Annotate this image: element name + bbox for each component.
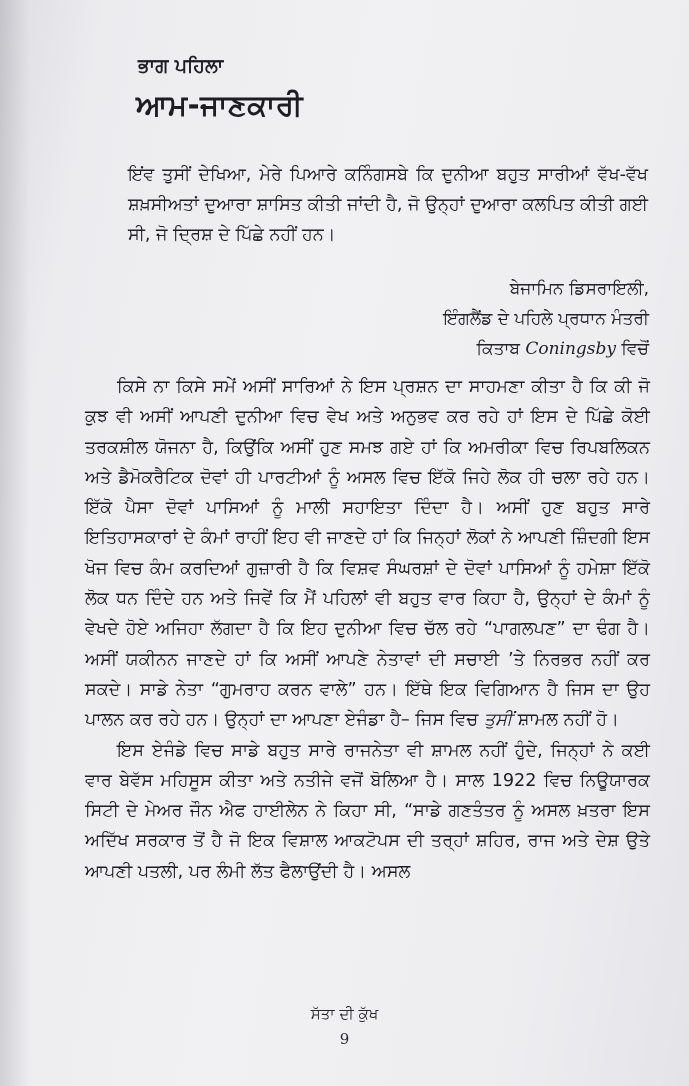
epigraph-author: ਬੇਜਾਮਿਨ ਡਿਸਰਾਇਲੀ,: [509, 279, 649, 299]
paragraph-1: [85, 372, 650, 736]
chapter-title: ਆਮ-ਜਾਣਕਾਰੀ: [136, 88, 304, 122]
epigraph-quote: ਇਂਵ ਤੁਸੀਂ ਦੇਖਿਆ, ਮੇਰੇ ਪਿਆਰੇ ਕਨਿੰਗਸਬੇ ਕਿ ਦੁਨੀਆ ਬਹੁਤ ਸਾਰੀਆਂ ਵੱਖ-ਵੱਖ ਸ਼ਖ਼ਸੀਅਤਾਂ ਦੁਆਰਾ ਸ਼ਾਸਿਤ ਕੀਤੀ ਜਾਂਦੀ ਹੈ, ਜੋ ਉਨ੍ਹਾਂ ਦੁਆਰਾ ਕਲਪਿਤ ਕੀਤੀ ਗਈ ਸੀ, ਜੋ ਦ੍ਰਿਸ਼ ਦੇ ਪਿੱਛੇ ਨਹੀਂ ਹਨ।: [128, 165, 648, 245]
running-footer-title: ਸੱਤਾ ਦੀ ਕੁੱਖ: [310, 1005, 379, 1023]
page-number: 9: [339, 1030, 350, 1048]
part-label: ਭਾਗ ਪਹਿਲਾ: [138, 55, 224, 77]
epigraph-source-prefix: ਕਿਤਾਬ: [476, 339, 520, 359]
paragraph-1-end: ਸ਼ਾਮਲ ਨਹੀਂ ਹੋ।: [512, 710, 619, 731]
paragraph-1-text: ਕਿਸੇ ਨਾ ਕਿਸੇ ਸਮੇਂ ਅਸੀਂ ਸਾਰਿਆਂ ਨੇ ਇਸ ਪ੍ਰਸ਼ਨ ਦਾ ਸਾਹਮਣਾ ਕੀਤਾ ਹੈ ਕਿ ਕੀ ਜੋ ਕੁਝ ਵੀ ਅਸੀਂ ਆਪਣੀ ਦੁਨੀਆ ਵਿਚ ਵੇਖ ਅਤੇ ਅਨੁਭਵ ਕਰ ਰਹੇ ਹਾਂ ਇਸ ਦੇ ਪਿੱਛੇ ਕੋਈ ਤਰਕਸ਼ੀਲ ਯੋਜਨਾ ਹੈ, ਕਿਉਂਕਿ ਅਸੀਂ ਹੁਣ ਸਮਝ ਗਏ ਹਾਂ ਕਿ ਅਮਰੀਕਾ ਵਿਚ ਰਿਪਬਲਿਕਨ ਅਤੇ ਡੈਮੋਕਰੈਟਿਕ ਦੋਵਾਂ ਹੀ ਪਾਰਟੀਆਂ ਨੂੰ ਅਸਲ ਵਿਚ ਇੱਕੋ ਜਿਹੇ ਲੋਕ ਹੀ ਚਲਾ ਰਹੇ ਹਨ। ਇੱਕੋ ਪੈਸਾ ਦੋਵਾਂ ਪਾਸਿਆਂ ਨੂੰ ਮਾਲੀ ਸਹਾਇਤਾ ਦਿੰਦਾ ਹੈ। ਅਸੀਂ ਹੁਣ ਬਹੁਤ ਸਾਰੇ ਇਤਿਹਾਸਕਾਰਾਂ ਦੇ ਕੰਮਾਂ ਰਾਹੀਂ ਇਹ ਵੀ ਜਾਣਦੇ ਹਾਂ ਕਿ ਜਿਨ੍ਹਾਂ ਲੋਕਾਂ ਨੇ ਆਪਣੀ ਜ਼ਿੰਦਗੀ ਇਸ ਖੋਜ ਵਿਚ ਕੰਮ ਕਰਦਿਆਂ ਗੁਜ਼ਾਰੀ ਹੈ ਕਿ ਵਿਸ਼ਵ ਸੰਘਰਸ਼ਾਂ ਦੇ ਦੋਵਾਂ ਪਾਸਿਆਂ ਨੂੰ ਹਮੇਸ਼ਾ ਇੱਕੋ ਲੋਕ ਧਨ ਦਿੰਦੇ ਹਨ ਅਤੇ ਜਿਵੇਂ ਕਿ ਮੈਂ ਪਹਿਲਾਂ ਵੀ ਬਹੁਤ ਵਾਰ ਕਿਹਾ ਹੈ, ਉਨ੍ਹਾਂ ਦੇ ਕੰਮਾਂ ਨੂੰ ਵੇਖਦੇ ਹੋਏ ਅਜਿਹਾ ਲੱਗਦਾ ਹੈ ਕਿ ਇਹ ਦੁਨੀਆ ਵਿਚ ਚੱਲ ਰਹੇ “ਪਾਗਲਪਣ” ਦਾ ਢੰਗ ਹੈ। ਅਸੀਂ ਯਕੀਨਨ ਜਾਣਦੇ ਹਾਂ ਕਿ ਅਸੀਂ ਆਪਣੇ ਨੇਤਾਵਾਂ ਦੀ ਸਚਾਈ ’ਤੇ ਨਿਰਭਰ ਨਹੀਂ ਕਰ ਸਕਦੇ। ਸਾਡੇ ਨੇਤਾ “ਗੁਮਰਾਹ ਕਰਨ ਵਾਲੇ” ਹਨ। ਇੱਥੇ ਇਕ ਵਿਗਿਆਨ ਹੈ ਜਿਸ ਦਾ ਉਹ ਪਾਲਨ ਕਰ ਰਹੇ ਹਨ। ਉਨ੍ਹਾਂ ਦਾ ਆਪਣਾ ਏਜੰਡਾ ਹੈ– ਜਿਸ ਵਿਚ: [85, 377, 650, 731]
epigraph-source-book: Coningsby: [525, 339, 617, 359]
paragraph-2: ਇਸ ਏਜੰਡੇ ਵਿਚ ਸਾਡੇ ਬਹੁਤ ਸਾਰੇ ਰਾਜਨੇਤਾ ਵੀ ਸ਼ਾਮਲ ਨਹੀਂ ਹੁੰਦੇ, ਜਿਨ੍ਹਾਂ ਨੇ ਕਈ ਵਾਰ ਬੇਵੱਸ ਮਹਿਸੂਸ ਕੀਤਾ ਅਤੇ ਨਤੀਜੇ ਵਜੋਂ ਬੋਲਿਆ ਹੈ। ਸਾਲ 1922 ਵਿਚ ਨਿਊਯਾਰਕ ਸਿਟੀ ਦੇ ਮੇਅਰ ਜੌਨ ਐਫ ਹਾਈਲੇਨ ਨੇ ਕਿਹਾ ਸੀ, “ਸਾਡੇ ਗਣਤੰਤਰ ਨੂੰ ਅਸਲ ਖ਼ਤਰਾ ਇਸ ਅਦਿੱਖ ਸਰਕਾਰ ਤੋਂ ਹੈ ਜੋ ਇਕ ਵਿਸ਼ਾਲ ਆਕਟੋਪਸ ਦੀ ਤਰ੍ਹਾਂ ਸ਼ਹਿਰ, ਰਾਜ ਅਤੇ ਦੇਸ਼ ਉਤੇ ਆਪਣੀ ਪਤਲੀ, ਪਰ ਲੰਮੀ ਲੱਤ ਫੈਲਾਉਂਦੀ ਹੈ। ਅਸਲ: [85, 740, 650, 882]
body-text: [85, 372, 650, 887]
epigraph-author-role: ਇੰਗਲੈਂਡ ਦੇ ਪਹਿਲੇ ਪ੍ਰਧਾਨ ਮੰਤਰੀ: [443, 309, 649, 329]
paragraph-1-emphasis: ਤੁਸੀਂ: [483, 710, 513, 731]
epigraph-attribution: [443, 274, 649, 364]
epigraph-source-suffix: ਵਿਚੋਂ: [621, 339, 649, 359]
spine-shadow: [0, 0, 30, 1086]
epigraph-source: [443, 334, 649, 364]
